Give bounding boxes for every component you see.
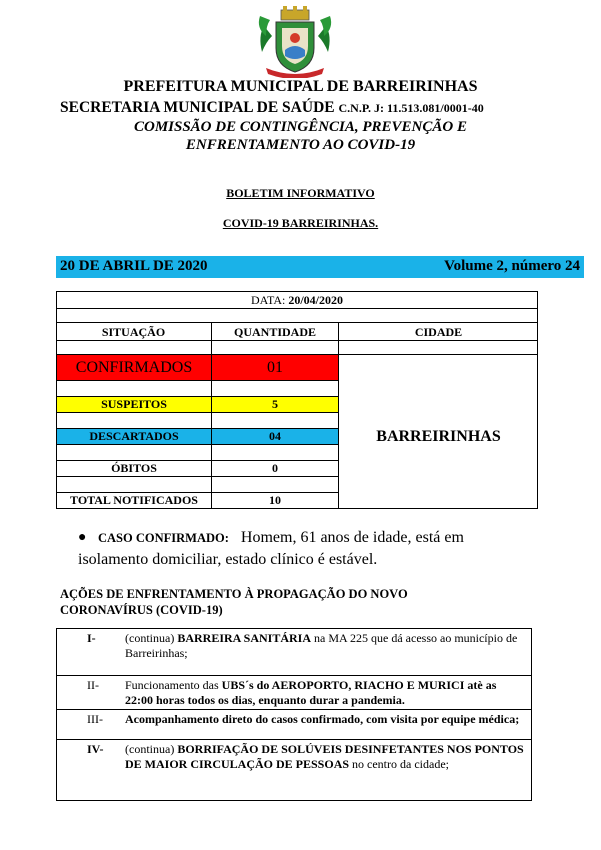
row-total-label: TOTAL NOTIFICADOS <box>70 493 198 507</box>
banner-volume: Volume 2, número 24 <box>444 258 580 274</box>
row-descartados-label: DESCARTADOS <box>57 429 211 444</box>
action-bold: UBS´s do AEROPORTO, RIACHO E MURICI atè as 22:00 horas todos os dias, enquanto durar a pandemia. <box>125 678 497 707</box>
action-bold: BARREIRA SANITÁRIA <box>177 631 312 645</box>
col-quantidade: QUANTIDADE <box>233 325 316 339</box>
secretaria-line <box>60 99 540 117</box>
bulletin-title: BOLETIM INFORMATIVO <box>226 186 375 200</box>
action-row-3 <box>56 709 532 740</box>
row-suspeitos-value: 5 <box>212 397 338 412</box>
action-num: IV- <box>87 742 104 756</box>
case-text-b: isolamento domiciliar, estado clínico é estável. <box>78 551 378 568</box>
date-banner <box>56 256 584 278</box>
bullet-icon: ● <box>78 530 87 545</box>
action-row-1 <box>56 628 532 676</box>
row-suspeitos-label: SUSPEITOS <box>57 397 211 412</box>
bulletin-subtitle: COVID-19 BARREIRINHAS. <box>222 216 379 230</box>
table-date-row <box>56 293 538 308</box>
banner-date: 20 DE ABRIL DE 2020 <box>60 258 208 274</box>
commission-line-2: ENFRENTAMENTO AO COVID-19 <box>185 137 416 153</box>
cnpj: C.N.P. J: 11.513.081/0001-40 <box>338 101 484 115</box>
row-descartados-value: 04 <box>212 429 338 444</box>
row-total-value: 10 <box>269 493 281 507</box>
row-obitos-value: 0 <box>272 461 278 475</box>
row-confirmados-value: 01 <box>212 355 338 380</box>
row-confirmados-label: CONFIRMADOS <box>57 355 211 380</box>
action-num: III- <box>87 712 103 726</box>
case-text-a: Homem, 61 anos de idade, está em <box>240 529 464 546</box>
case-label: CASO CONFIRMADO: <box>98 531 229 545</box>
row-obitos-label: ÓBITOS <box>111 461 157 475</box>
action-rest: na MA 225 que dá acesso ao município de Barreirinhas; <box>125 631 518 660</box>
actions-heading <box>60 586 460 618</box>
action-row-4 <box>56 739 532 801</box>
city-name: BARREIRINHAS <box>376 428 501 445</box>
action-num: II- <box>87 678 99 692</box>
date-label: DATA: <box>250 293 286 307</box>
action-pre: (continua) <box>125 742 175 756</box>
date-value: 20/04/2020 <box>288 293 344 307</box>
commission-line-1: COMISSÃO DE CONTINGÊNCIA, PREVENÇÃO E <box>133 119 467 135</box>
action-num: I- <box>87 631 96 645</box>
action-bold: BORRIFAÇÃO DE SOLÚVEIS DESINFETANTES NOS PONTOS DE MAIOR CIRCULAÇÃO DE PESSOAS <box>125 742 524 771</box>
col-situacao: SITUAÇÃO <box>101 325 166 339</box>
action-bold: Acompanhamento direto do casos confirmado, com visita por equipe médica; <box>125 712 520 726</box>
action-pre: Funcionamento das <box>125 678 219 692</box>
actions-heading-1: AÇÕES DE ENFRENTAMENTO À PROPAGAÇÃO DO NOVO <box>60 587 408 601</box>
secretaria-title: SECRETARIA MUNICIPAL DE SAÚDE <box>60 99 335 116</box>
prefeitura-title: PREFEITURA MUNICIPAL DE BARREIRINHAS <box>123 78 478 95</box>
actions-heading-2: CORONAVÍRUS (COVID-19) <box>60 603 223 617</box>
action-pre: (continua) <box>125 631 175 645</box>
col-cidade: CIDADE <box>414 325 463 339</box>
municipal-coat-of-arms <box>256 6 334 78</box>
action-row-2 <box>56 675 532 710</box>
action-rest: no centro da cidade; <box>352 757 449 771</box>
